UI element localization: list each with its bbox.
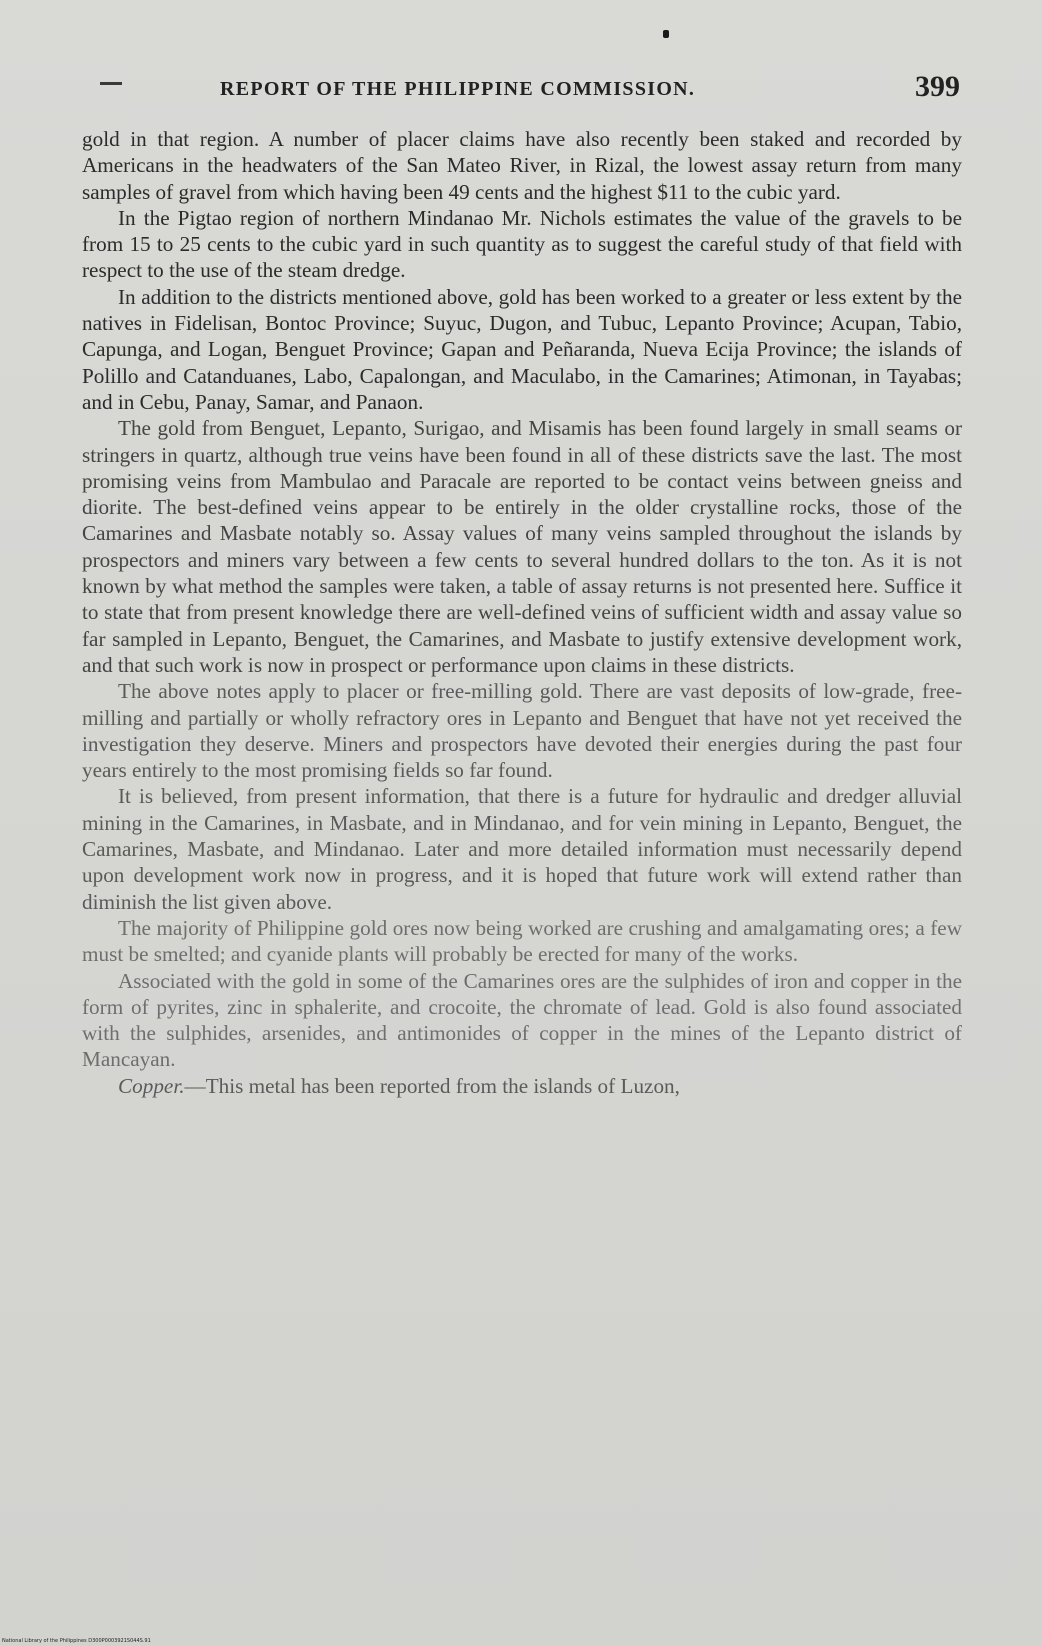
paragraph-3: In addition to the districts mentioned above, gold has been worked to a greater or less extent by the natives in Fidelisan, Bontoc Province; Suyuc, Dugon, and Tubuc, Lepanto Province; Acupan, Tabio, Capunga, and Logan, Benguet Province; Gapan and Peñaranda, Nueva Ecija Province; the islands of Polillo and Catanduanes, Labo, Capalongan, and Maculabo, in the Camarines; Atimonan, in Tayabas; and in Cebu, Panay, Samar, and Panaon. bbox=[82, 284, 962, 414]
body-text bbox=[82, 126, 962, 1099]
header-title: REPORT OF THE PHILIPPINE COMMISSION. bbox=[220, 78, 696, 100]
copper-heading: Copper. bbox=[118, 1073, 185, 1098]
copper-text: —This metal has been reported from the islands of Luzon, bbox=[184, 1073, 680, 1098]
paragraph-7: The majority of Philippine gold ores now being worked are crushing and amalgamating ores; a few must be smelted; and cyanide plants will probably be erected for many of the works. bbox=[82, 915, 962, 967]
header-dash bbox=[100, 82, 122, 85]
paragraph-6: It is believed, from present information, that there is a future for hydraulic and dredger alluvial mining in the Camarines, in Masbate, and in Mindanao, and for vein mining in Lepanto, Benguet, the Camarines, Masbate, and Mindanao. Later and more detailed information must necessarily depend upon development work now in progress, and it is hoped that future work will extend rather than diminish the list given above. bbox=[82, 784, 962, 914]
paragraph-4: The gold from Benguet, Lepanto, Surigao, and Misamis has been found largely in small seams or stringers in quartz, although true veins have been found in all of these districts save the last. The most promising veins from Mambulao and Paracale are reported to be contact veins between gneiss and diorite. The best-defined veins appear to be entirely in the older crystalline rocks, those of the Camarines and Masbate notably so. Assay values of many veins sampled throughout the islands by prospectors and miners vary between a few cents to several hundred dollars to the ton. As it is not known by what method the samples were taken, a table of assay returns is not presented here. Suffice it to state that from present knowledge there are well-defined veins of sufficient width and assay value so far sampled in Lepanto, Benguet, the Camarines, and Masbate to justify extensive development work, and that such work is now in prospect or performance upon claims in these districts. bbox=[82, 416, 962, 677]
paragraph-5: The above notes apply to placer or free-milling gold. There are vast deposits of low-grade, free-milling and partially or wholly refractory ores in Lepanto and Benguet that have not yet received the investigation they deserve. Miners and prospectors have devoted their energies during the past four years entirely to the most promising fields so far found. bbox=[82, 679, 962, 783]
scan-footer: National Library of the Philippines D300P0003921S044S.91 bbox=[2, 1638, 151, 1644]
paragraph-2: In the Pigtao region of northern Mindanao Mr. Nichols estimates the value of the gravels to be from 15 to 25 cents to the cubic yard in such quantity as to suggest the careful study of that field with respect to the use of the steam dredge. bbox=[82, 205, 962, 283]
running-header bbox=[220, 64, 960, 108]
paragraph-1: gold in that region. A number of placer claims have also recently been staked and recorded by Americans in the headwaters of the San Mateo River, in Rizal, the lowest assay return from many samples of gravel from which having been 49 cents and the highest $11 to the cubic yard. bbox=[82, 127, 962, 204]
page-number: 399 bbox=[915, 70, 960, 103]
paragraph-9 bbox=[82, 1073, 962, 1099]
paragraph-8: Associated with the gold in some of the Camarines ores are the sulphides of iron and copper in the form of pyrites, zinc in sphalerite, and crocoite, the chromate of lead. Gold is also found associated with the sulphides, arsenides, and antimonides of copper in the mines of the Lepanto district of Mancayan. bbox=[82, 968, 962, 1072]
print-mark bbox=[663, 30, 669, 38]
